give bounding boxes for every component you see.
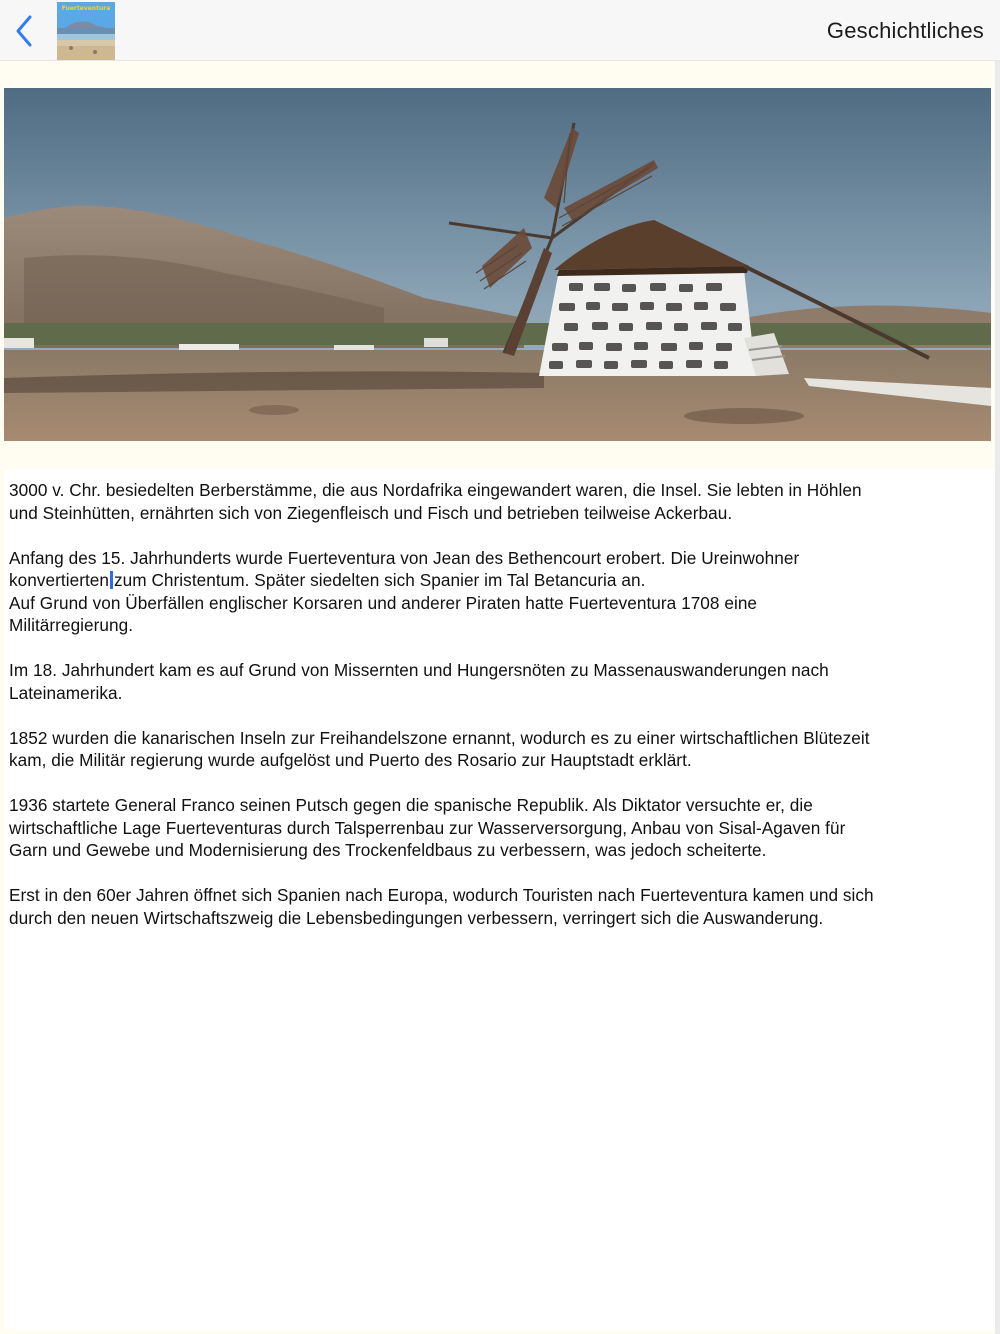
hero-image (4, 88, 991, 441)
text-line: kam, die Militär regierung wurde aufgelöst und Puerto des Rosario zur Hauptstadt erklärt. (9, 750, 692, 770)
text-line: Anfang des 15. Jahrhunderts wurde Fuerteventura von Jean des Bethencourt erobert. Die Ureinwohner (9, 547, 800, 568)
article-body (9, 479, 991, 962)
app-thumbnail-label: Fuerteventura (61, 5, 111, 12)
text-cursor (110, 571, 113, 589)
paragraph-1936 (9, 794, 991, 862)
text-line: wirtschaftliche Lage Fuerteventuras durch Talsperrenbau zur Wasserversorgung, Anbau von Sisal-Agaven für (9, 817, 846, 838)
scroll-edge (995, 61, 1000, 1334)
page-title: Geschichtliches (826, 18, 984, 43)
text-segment: konvertierten (9, 570, 110, 590)
text-segment: zum Christentum. Später siedelten sich Spanier im Tal Betancuria an. (114, 570, 646, 590)
text-line: Lateinamerika. (9, 682, 123, 703)
paragraph-prehistory (9, 479, 991, 524)
navigation-bar (0, 0, 1000, 61)
text-line: Auf Grund von Überfällen englischer Korsaren und anderer Piraten hatte Fuerteventura 1708 eine (9, 592, 758, 613)
text-line: durch den neuen Wirtschaftszweig die Lebensbedingungen verbessern, verringert sich die Auswanderung. (9, 907, 824, 928)
app-thumbnail[interactable] (57, 2, 115, 60)
text-line: 1936 startete General Franco seinen Putsch gegen die spanische Republik. Als Diktator versuchte er, die (9, 795, 813, 815)
chevron-left-icon (13, 14, 35, 48)
paragraph-18th-century (9, 659, 991, 704)
paragraph-15th-century (9, 547, 991, 637)
text-line: Erst in den 60er Jahren öffnet sich Spanien nach Europa, wodurch Touristen nach Fuerteventura kamen und sich (9, 885, 874, 905)
paragraph-60s (9, 884, 991, 929)
text-line: 1852 wurden die kanarischen Inseln zur Freihandelszone ernannt, wodurch es zu einer wirtschaftlichen Blütezeit (9, 727, 870, 748)
windmill-landscape-image (4, 88, 991, 441)
back-button[interactable] (6, 12, 42, 50)
text-line: Militärregierung. (9, 615, 134, 635)
text-line: 3000 v. Chr. besiedelten Berberstämme, die aus Nordafrika eingewandert waren, die Insel. Sie lebten in Höhlen (9, 480, 862, 500)
text-line: und Steinhütten, ernährten sich von Ziegenfleisch und Fisch und betrieben teilweise Ackerbau. (9, 502, 733, 523)
text-line (9, 569, 991, 592)
text-line: Garn und Gewebe und Modernisierung des Trockenfeldbaus zu verbessern, was jedoch scheiterte. (9, 840, 767, 860)
text-line: Im 18. Jahrhundert kam es auf Grund von Missernten und Hungersnöten zu Massenauswanderungen nach (9, 660, 829, 680)
paragraph-1852 (9, 727, 991, 772)
